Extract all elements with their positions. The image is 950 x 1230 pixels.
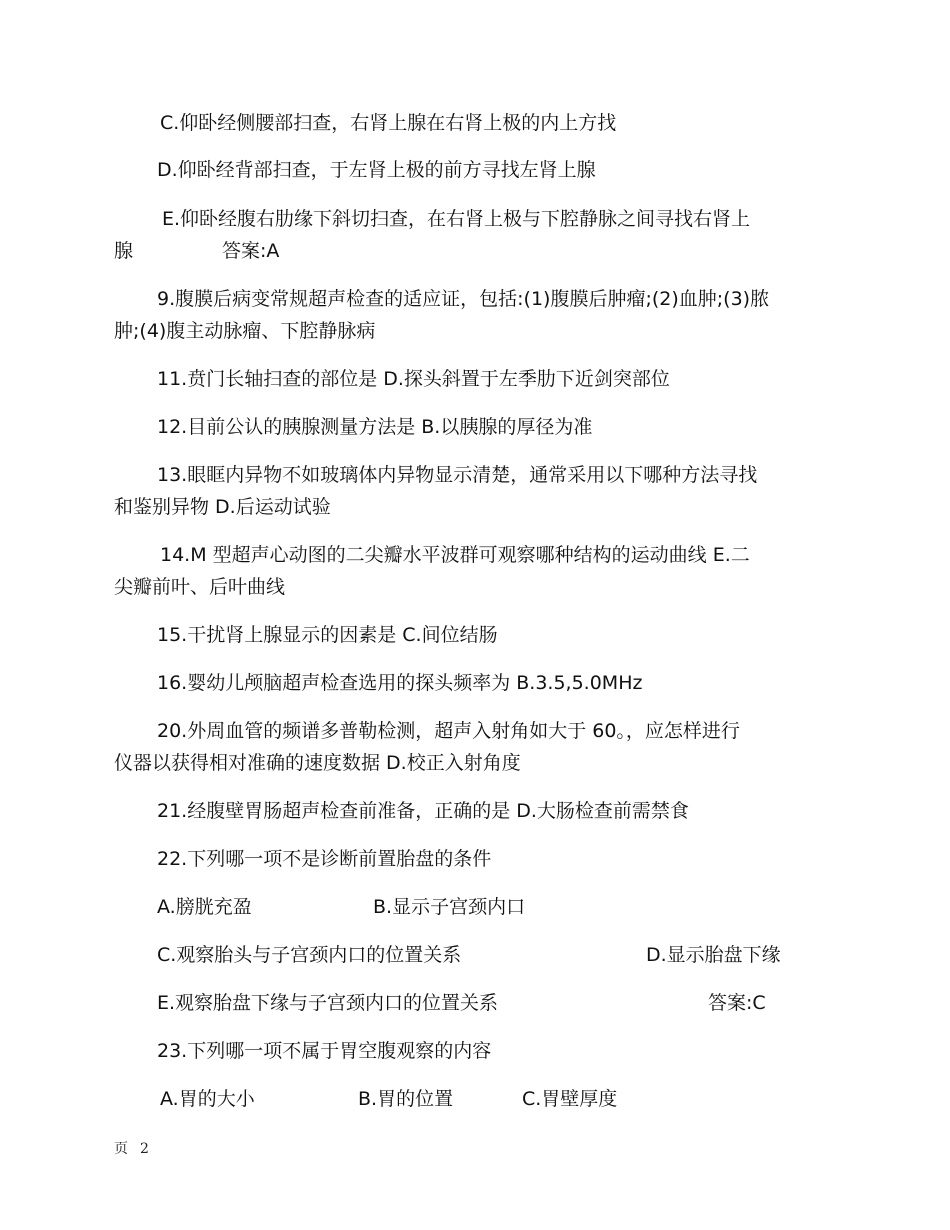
option-c-text: C.仰卧经侧腰部扫查，右肾上腺在右肾上极的内上方找 (160, 112, 617, 134)
question-21-text: 21.经腹壁胃肠超声检查前准备，正确的是 D.大肠检查前需禁食 (157, 800, 689, 822)
option-c-text: C.观察胎头与子宫颈内口的位置关系 (157, 944, 462, 966)
page-footer (114, 1140, 161, 1158)
answer-label: 答案:A (222, 240, 280, 262)
option-e-text: E.观察胎盘下缘与子宫颈内口的位置关系 (157, 992, 499, 1014)
question-9-text: 9.腹膜后病变常规超声检查的适应证，包括:(1)腹膜后肿瘤;(2)血肿;(3)脓 (157, 288, 770, 310)
question-15-text: 15.干扰肾上腺显示的因素是 C.间位结肠 (157, 624, 498, 646)
question-16-text: 16.婴幼儿颅脑超声检查选用的探头频率为 B.3.5,5.0MHz (157, 672, 643, 694)
option-d-text: D.仰卧经背部扫查，于左肾上极的前方寻找左肾上腺 (157, 159, 596, 181)
question-14-text-continued: 尖瓣前叶、后叶曲线 (114, 576, 286, 598)
page-label: 页 (114, 1141, 128, 1157)
option-d-text: D.显示胎盘下缘 (646, 944, 781, 966)
option-b-text: B.显示子宫颈内口 (373, 896, 526, 918)
option-c-text: C.胃壁厚度 (522, 1088, 618, 1110)
option-e-text-continued: 腺 (114, 240, 134, 262)
page-number: 2 (140, 1141, 149, 1157)
question-9-text-continued: 肿;(4)腹主动脉瘤、下腔静脉病 (114, 320, 376, 342)
question-14-text: 14.M 型超声心动图的二尖瓣水平波群可观察哪种结构的运动曲线 E.二 (160, 544, 750, 566)
option-b-text: B.胃的位置 (358, 1088, 454, 1110)
question-12-text: 12.目前公认的胰腺测量方法是 B.以胰腺的厚径为准 (157, 416, 593, 438)
answer-label: 答案:C (708, 992, 766, 1014)
option-e-text: E.仰卧经腹右肋缘下斜切扫查，在右肾上极与下腔静脉之间寻找右肾上 (162, 208, 751, 230)
question-13-text: 13.眼眶内异物不如玻璃体内异物显示清楚，通常采用以下哪种方法寻找 (157, 464, 758, 486)
question-20-text-continued: 仪器以获得相对准确的速度数据 D.校正入射角度 (114, 752, 521, 774)
question-22-text: 22.下列哪一项不是诊断前置胎盘的条件 (157, 848, 492, 870)
question-23-text: 23.下列哪一项不属于胃空腹观察的内容 (157, 1040, 492, 1062)
question-13-text-continued: 和鉴别异物 D.后运动试验 (114, 496, 331, 518)
option-a-text: A.胃的大小 (160, 1088, 255, 1110)
question-20-text: 20.外周血管的频谱多普勒检测，超声入射角如大于 60。，应怎样进行 (157, 720, 740, 742)
option-a-text: A.膀胱充盈 (157, 896, 252, 918)
question-11-text: 11.贲门长轴扫查的部位是 D.探头斜置于左季肋下近剑突部位 (157, 368, 670, 390)
